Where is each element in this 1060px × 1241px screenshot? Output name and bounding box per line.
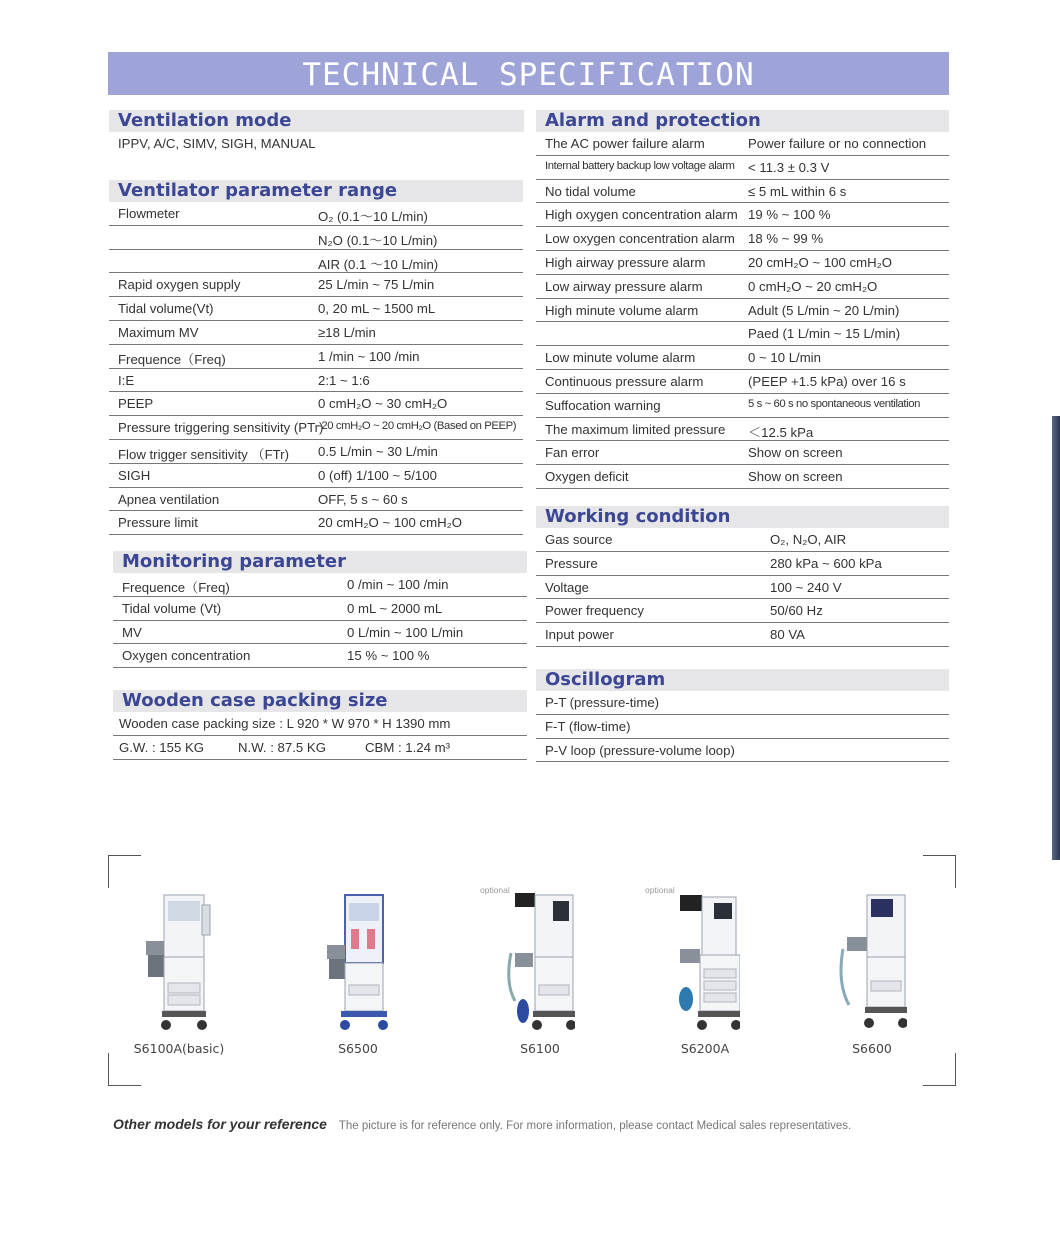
spec-label: Gas source [545,532,613,547]
spec-row [109,511,523,535]
spec-label: Internal battery backup low voltage alarm [545,159,735,172]
spec-label: Frequence（Freq) [122,580,230,595]
spec-value: 0 ~ 10 L/min [748,350,821,366]
spec-row [109,202,523,226]
optional-label: optional [645,885,675,895]
spec-row [113,573,527,597]
oscillogram-section [536,669,949,762]
spec-label: High airway pressure alarm [545,254,706,270]
spec-value: 100 ~ 240 V [770,579,842,595]
spec-value: -20 cmH₂O ~ 20 cmH₂O (Based on PEEP) [318,420,517,433]
spec-value: O₂, N₂O, AIR [770,532,847,547]
spec-value: 18 % ~ 99 % [748,231,824,247]
spec-label: Low minute volume alarm [545,350,696,366]
spec-value: 80 VA [770,627,805,643]
spec-value: 20 cmH₂O ~ 100 cmH₂O [748,254,892,270]
optional-label: optional [480,885,510,895]
net-weight: N.W. : 87.5 KG [238,739,326,755]
spec-row [536,691,949,715]
spec-label: Frequence（Freq) [118,351,226,367]
spec-row [536,576,949,600]
footer-note: The picture is for reference only. For more information, please contact Medical sales representatives. [338,1120,852,1132]
spec-row [109,321,523,345]
section-title: Wooden case packing size [113,690,527,712]
spec-value: O₂ (0.1～10 L/min) [318,209,428,224]
section-title: Ventilation mode [109,110,524,132]
spec-label: Rapid oxygen supply [118,277,241,293]
spec-label: High oxygen concentration alarm [545,207,738,223]
spec-label: Low oxygen concentration alarm [545,231,735,247]
spec-label: MV [122,624,142,640]
spec-label: Power frequency [545,603,644,619]
spec-row [109,488,523,512]
spec-value: AIR (0.1 ～10 L/min) [318,256,439,272]
ventilation-mode-section [109,110,524,155]
spec-value: OFF, 5 s ~ 60 s [318,491,408,507]
anesthesia-machine-image [670,893,740,1033]
spec-label: Continuous pressure alarm [545,373,704,389]
packing-size: Wooden case packing size : L 920 * W 970 * H 1390 mm [119,716,451,731]
spec-row [109,345,523,369]
spec-label: Apnea ventilation [118,491,220,507]
section-title: Monitoring parameter [113,551,527,573]
spec-label: Pressure limit [118,515,198,531]
spec-row [113,597,527,621]
spec-value: Paed (1 L/min ~ 15 L/min) [748,326,901,342]
spec-row [113,644,527,668]
spec-row [536,465,949,489]
anesthesia-machine-image [505,893,575,1033]
section-title: Oscillogram [536,669,949,691]
spec-value: 2:1 ~ 1:6 [318,372,370,388]
spec-value: N₂O (0.1～10 L/min) [318,232,438,248]
spec-label: Flow trigger sensitivity （FTr) [118,446,289,462]
spec-row [536,599,949,623]
spec-label: The AC power failure alarm [545,136,705,151]
spec-row [536,552,949,576]
spec-label: High minute volume alarm [545,302,699,318]
spec-label: SIGH [118,467,151,483]
spec-row [536,346,949,370]
spec-value: ＜12.5 kPa [748,424,814,440]
anesthesia-machine-image [144,893,214,1033]
spec-value: 0 /min ~ 100 /min [347,577,449,592]
spec-label: Suffocation warning [545,397,661,413]
page-banner: TECHNICAL SPECIFICATION [108,52,949,95]
spec-label: Oxygen deficit [545,469,629,485]
spec-value: (PEEP +1.5 kPa) over 16 s [748,373,906,389]
spec-row [536,623,949,647]
spec-value: 0 L/min ~ 100 L/min [347,624,464,640]
spec-row [113,712,527,736]
spec-label: Pressure [545,555,598,571]
spec-row [536,251,949,275]
spec-label: Pressure triggering sensitivity (PTr) [118,420,324,436]
corner-bracket [923,855,956,888]
spec-label: Voltage [545,579,589,595]
spec-value: 50/60 Hz [770,603,823,619]
spec-value: ≥18 L/min [318,324,376,340]
spec-row [109,369,523,393]
spec-label: PEEP [118,396,154,412]
spec-row [536,180,949,204]
model-name: S6500 [338,1041,378,1056]
spec-label: P-V loop (pressure-volume loop) [545,742,735,758]
spec-value: 0 mL ~ 2000 mL [347,600,443,616]
spec-row [536,322,949,346]
footer [113,1116,851,1132]
spec-value: 0 cmH₂O ~ 20 cmH₂O [748,278,878,294]
section-title: Alarm and protection [536,110,949,132]
model-name: S6600 [852,1041,892,1056]
spec-row [536,299,949,323]
cbm-value: CBM : 1.24 m³ [365,739,451,755]
section-title: Working condition [536,506,949,528]
spec-row [109,464,523,488]
spec-value: 19 % ~ 100 % [748,207,831,223]
spec-value: 280 kPa ~ 600 kPa [770,555,882,571]
spec-row [536,394,949,418]
spec-row [113,736,527,760]
spec-label: The maximum limited pressure [545,421,726,437]
spec-value: 1 /min ~ 100 /min [318,348,420,364]
spec-label: Flowmeter [118,206,180,221]
spec-value: 0 (off) 1/100 ~ 5/100 [318,467,437,483]
spec-row [109,416,523,440]
spec-label: F-T (flow-time) [545,718,631,734]
spec-value: 15 % ~ 100 % [347,648,430,664]
spec-label: Fan error [545,445,600,461]
spec-value: < 11.3 ± 0.3 V [748,159,830,175]
spec-value: 5 s ~ 60 s no spontaneous ventilation [748,397,921,410]
spec-label: I:E [118,372,135,388]
monitoring-section [113,551,527,668]
spec-row [109,226,523,250]
model-name: S6100A(basic) [133,1041,225,1056]
spec-row [109,273,523,297]
corner-bracket [108,855,141,888]
spec-row [109,440,523,464]
spec-row [536,156,949,180]
spec-row [536,441,949,465]
spec-row [109,392,523,416]
spec-label: Oxygen concentration [122,648,251,664]
ventilator-range-section [109,180,523,535]
spec-value: 0, 20 mL ~ 1500 mL [318,301,436,317]
spec-label: Tidal volume (Vt) [122,600,222,616]
spec-row [536,418,949,442]
spec-value: IPPV, A/C, SIMV, SIGH, MANUAL [118,136,316,151]
spec-label: Low airway pressure alarm [545,278,703,294]
packing-section [113,690,527,760]
spec-row [109,132,524,155]
spec-row [536,715,949,739]
model-name: S6100 [520,1041,560,1056]
spec-value: ≤ 5 mL within 6 s [748,183,847,199]
spec-row [536,227,949,251]
spec-row [109,250,523,274]
section-title: Ventilator parameter range [109,180,523,202]
spec-row [536,528,949,552]
spec-row [536,275,949,299]
spec-value: 0.5 L/min ~ 30 L/min [318,443,438,459]
spec-row [113,621,527,645]
corner-bracket [108,1053,141,1086]
anesthesia-machine-image [323,893,393,1033]
decorative-edge [1052,416,1060,860]
spec-value: Show on screen [748,445,843,461]
spec-row [536,370,949,394]
spec-value: 0 cmH₂O ~ 30 cmH₂O [318,396,448,412]
spec-value: Power failure or no connection [748,136,927,151]
spec-row [109,297,523,321]
alarm-section [536,110,949,489]
spec-label: Input power [545,627,614,643]
footer-title: Other models for your reference [113,1116,327,1132]
working-section [536,506,949,647]
gross-weight: G.W. : 155 KG [119,739,205,755]
spec-label: P-T (pressure-time) [545,695,660,710]
spec-value: 20 cmH₂O ~ 100 cmH₂O [318,515,462,531]
spec-row [536,132,949,156]
corner-bracket [923,1053,956,1086]
spec-label: Maximum MV [118,324,199,340]
spec-label: No tidal volume [545,183,636,199]
spec-value: Show on screen [748,469,843,485]
model-name: S6200A [680,1041,730,1056]
spec-value: 25 L/min ~ 75 L/min [318,277,435,293]
spec-row [536,739,949,763]
spec-value: Adult (5 L/min ~ 20 L/min) [748,302,900,318]
spec-row [536,203,949,227]
models-panel [108,855,956,1086]
anesthesia-machine-image [837,893,907,1033]
spec-label: Tidal volume(Vt) [118,301,214,317]
